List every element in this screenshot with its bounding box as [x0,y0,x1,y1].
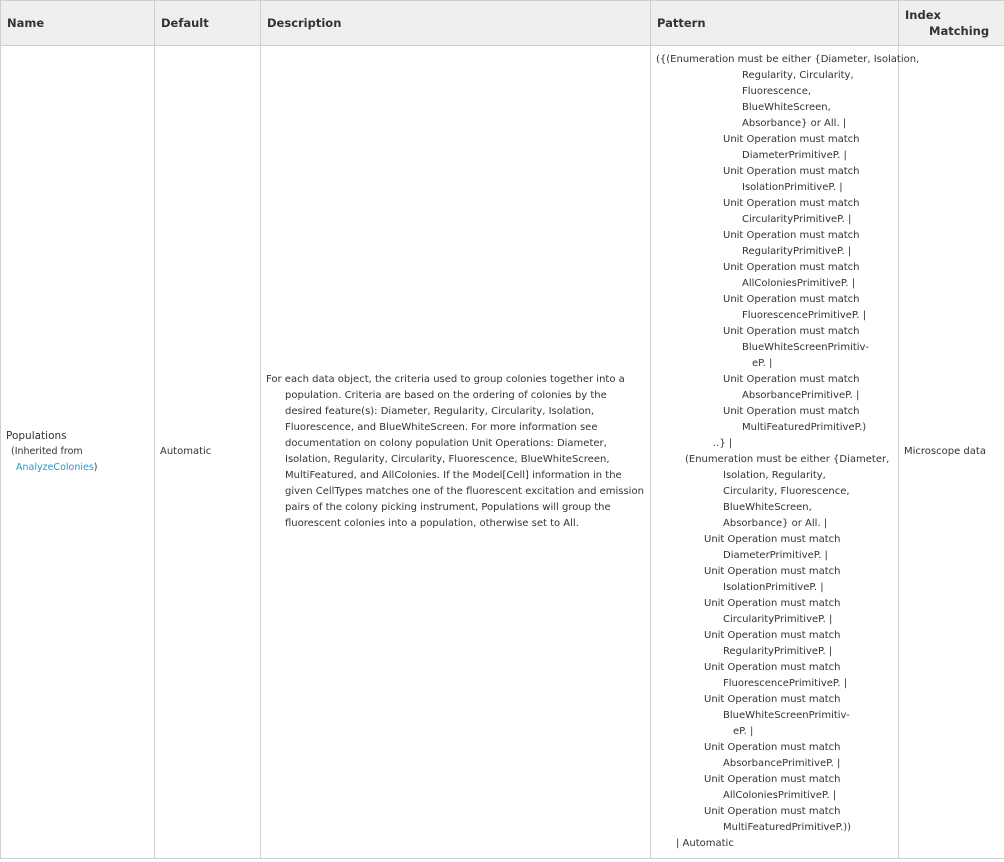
pattern-line: IsolationPrimitiveP. | [742,182,843,193]
header-index-matching [899,1,1004,46]
pattern-line: MultiFeaturedPrimitiveP.)) [723,822,852,833]
header-pattern: Pattern [651,1,899,46]
pattern-line: Unit Operation must match [723,262,860,273]
pattern-line: BlueWhiteScreen, [742,102,831,113]
pattern-line: Unit Operation must match [723,134,860,145]
pattern-line: RegularityPrimitiveP. | [742,246,852,257]
pattern-line: DiameterPrimitiveP. | [723,550,828,561]
pattern-block [656,52,920,852]
pattern-line: Unit Operation must match [723,198,860,209]
pattern-line: IsolationPrimitiveP. | [723,582,824,593]
option-name: Populations [6,430,67,442]
pattern-line: Absorbance} or All. | [742,118,847,129]
pattern-line: (Enumeration must be either {Diameter, [685,454,890,465]
inherited-suffix: ) [93,462,98,473]
pattern-line: AbsorbancePrimitiveP. | [742,390,860,401]
pattern-line: Unit Operation must match [704,694,841,705]
inherited-note [6,444,149,460]
pattern-line: DiameterPrimitiveP. | [742,150,847,161]
pattern-line: Circularity, Fluorescence, [723,486,850,497]
header-description: Description [261,1,651,46]
pattern-line: Unit Operation must match [723,406,860,417]
cell-pattern [651,46,920,859]
pattern-line: Unit Operation must match [723,294,860,305]
pattern-line: | Automatic [676,838,734,849]
header-row [1,1,1004,46]
pattern-line: Regularity, Circularity, [742,70,854,81]
pattern-line: ({(Enumeration must be either {Diameter, Isolation, [656,54,920,65]
cell-default: Automatic [155,46,261,859]
pattern-line: MultiFeaturedPrimitiveP.) [742,422,867,433]
header-index-line1: Index [905,8,941,22]
inherited-prefix: (Inherited from [11,446,83,457]
pattern-line: Unit Operation must match [723,166,860,177]
header-index-line2: Matching [929,24,990,38]
pattern-line: BlueWhiteScreenPrimitiv- [742,342,869,353]
pattern-line: Unit Operation must match [704,774,841,785]
pattern-line: CircularityPrimitiveP. | [742,214,852,225]
inherited-link-line [6,460,149,476]
pattern-line: ..} | [713,438,733,449]
pattern-line: BlueWhiteScreenPrimitiv- [723,710,850,721]
pattern-line: AllColoniesPrimitiveP. | [723,790,837,801]
pattern-line: BlueWhiteScreen, [723,502,812,513]
pattern-line: Unit Operation must match [704,598,841,609]
pattern-line: eP. | [752,358,773,369]
pattern-line: Unit Operation must match [704,566,841,577]
cell-name [1,46,155,859]
pattern-line: Isolation, Regularity, [723,470,826,481]
pattern-line: RegularityPrimitiveP. | [723,646,833,657]
header-default: Default [155,1,261,46]
pattern-line: FluorescencePrimitiveP. | [723,678,848,689]
description-text: For each data object, the criteria used to group colonies together into a population. Criteria are based on the ordering of colonies by the desired feature(s): Diameter, Regularity, Circularity, Isolation, Fluorescence, and BlueWhiteScreen. For more information see documentation on colony population Unit Operations: Diameter, Isolation, Regularity, Circularity, Fluorescence, BlueWhiteScreen, MultiFeatured, and AllColonies. If the Model[Cell] information in the given CellTypes matches one of the fluorescent excitation and emission pairs of the colony picking instrument, Populations will group the fluorescent colonies into a population, otherwise set to All. [266,374,644,529]
pattern-line: Unit Operation must match [723,326,860,337]
pattern-line: FluorescencePrimitiveP. | [742,310,867,321]
pattern-line: Unit Operation must match [704,806,841,817]
pattern-line: AllColoniesPrimitiveP. | [742,278,856,289]
pattern-line: Unit Operation must match [704,630,841,641]
cell-index-matching: Microscope data [899,46,1004,859]
pattern-line: Unit Operation must match [704,662,841,673]
header-name: Name [1,1,155,46]
pattern-line: eP. | [733,726,754,737]
pattern-line: AbsorbancePrimitiveP. | [723,758,841,769]
pattern-line: CircularityPrimitiveP. | [723,614,833,625]
cell-description [261,46,651,859]
analyze-colonies-link[interactable]: AnalyzeColonies [16,462,94,473]
pattern-line: Unit Operation must match [704,742,841,753]
pattern-line: Unit Operation must match [704,534,841,545]
pattern-line: Fluorescence, [742,86,812,97]
pattern-line: Absorbance} or All. | [723,518,828,529]
pattern-line: Unit Operation must match [723,230,860,241]
pattern-line: Unit Operation must match [723,374,860,385]
table-row [1,46,1004,859]
